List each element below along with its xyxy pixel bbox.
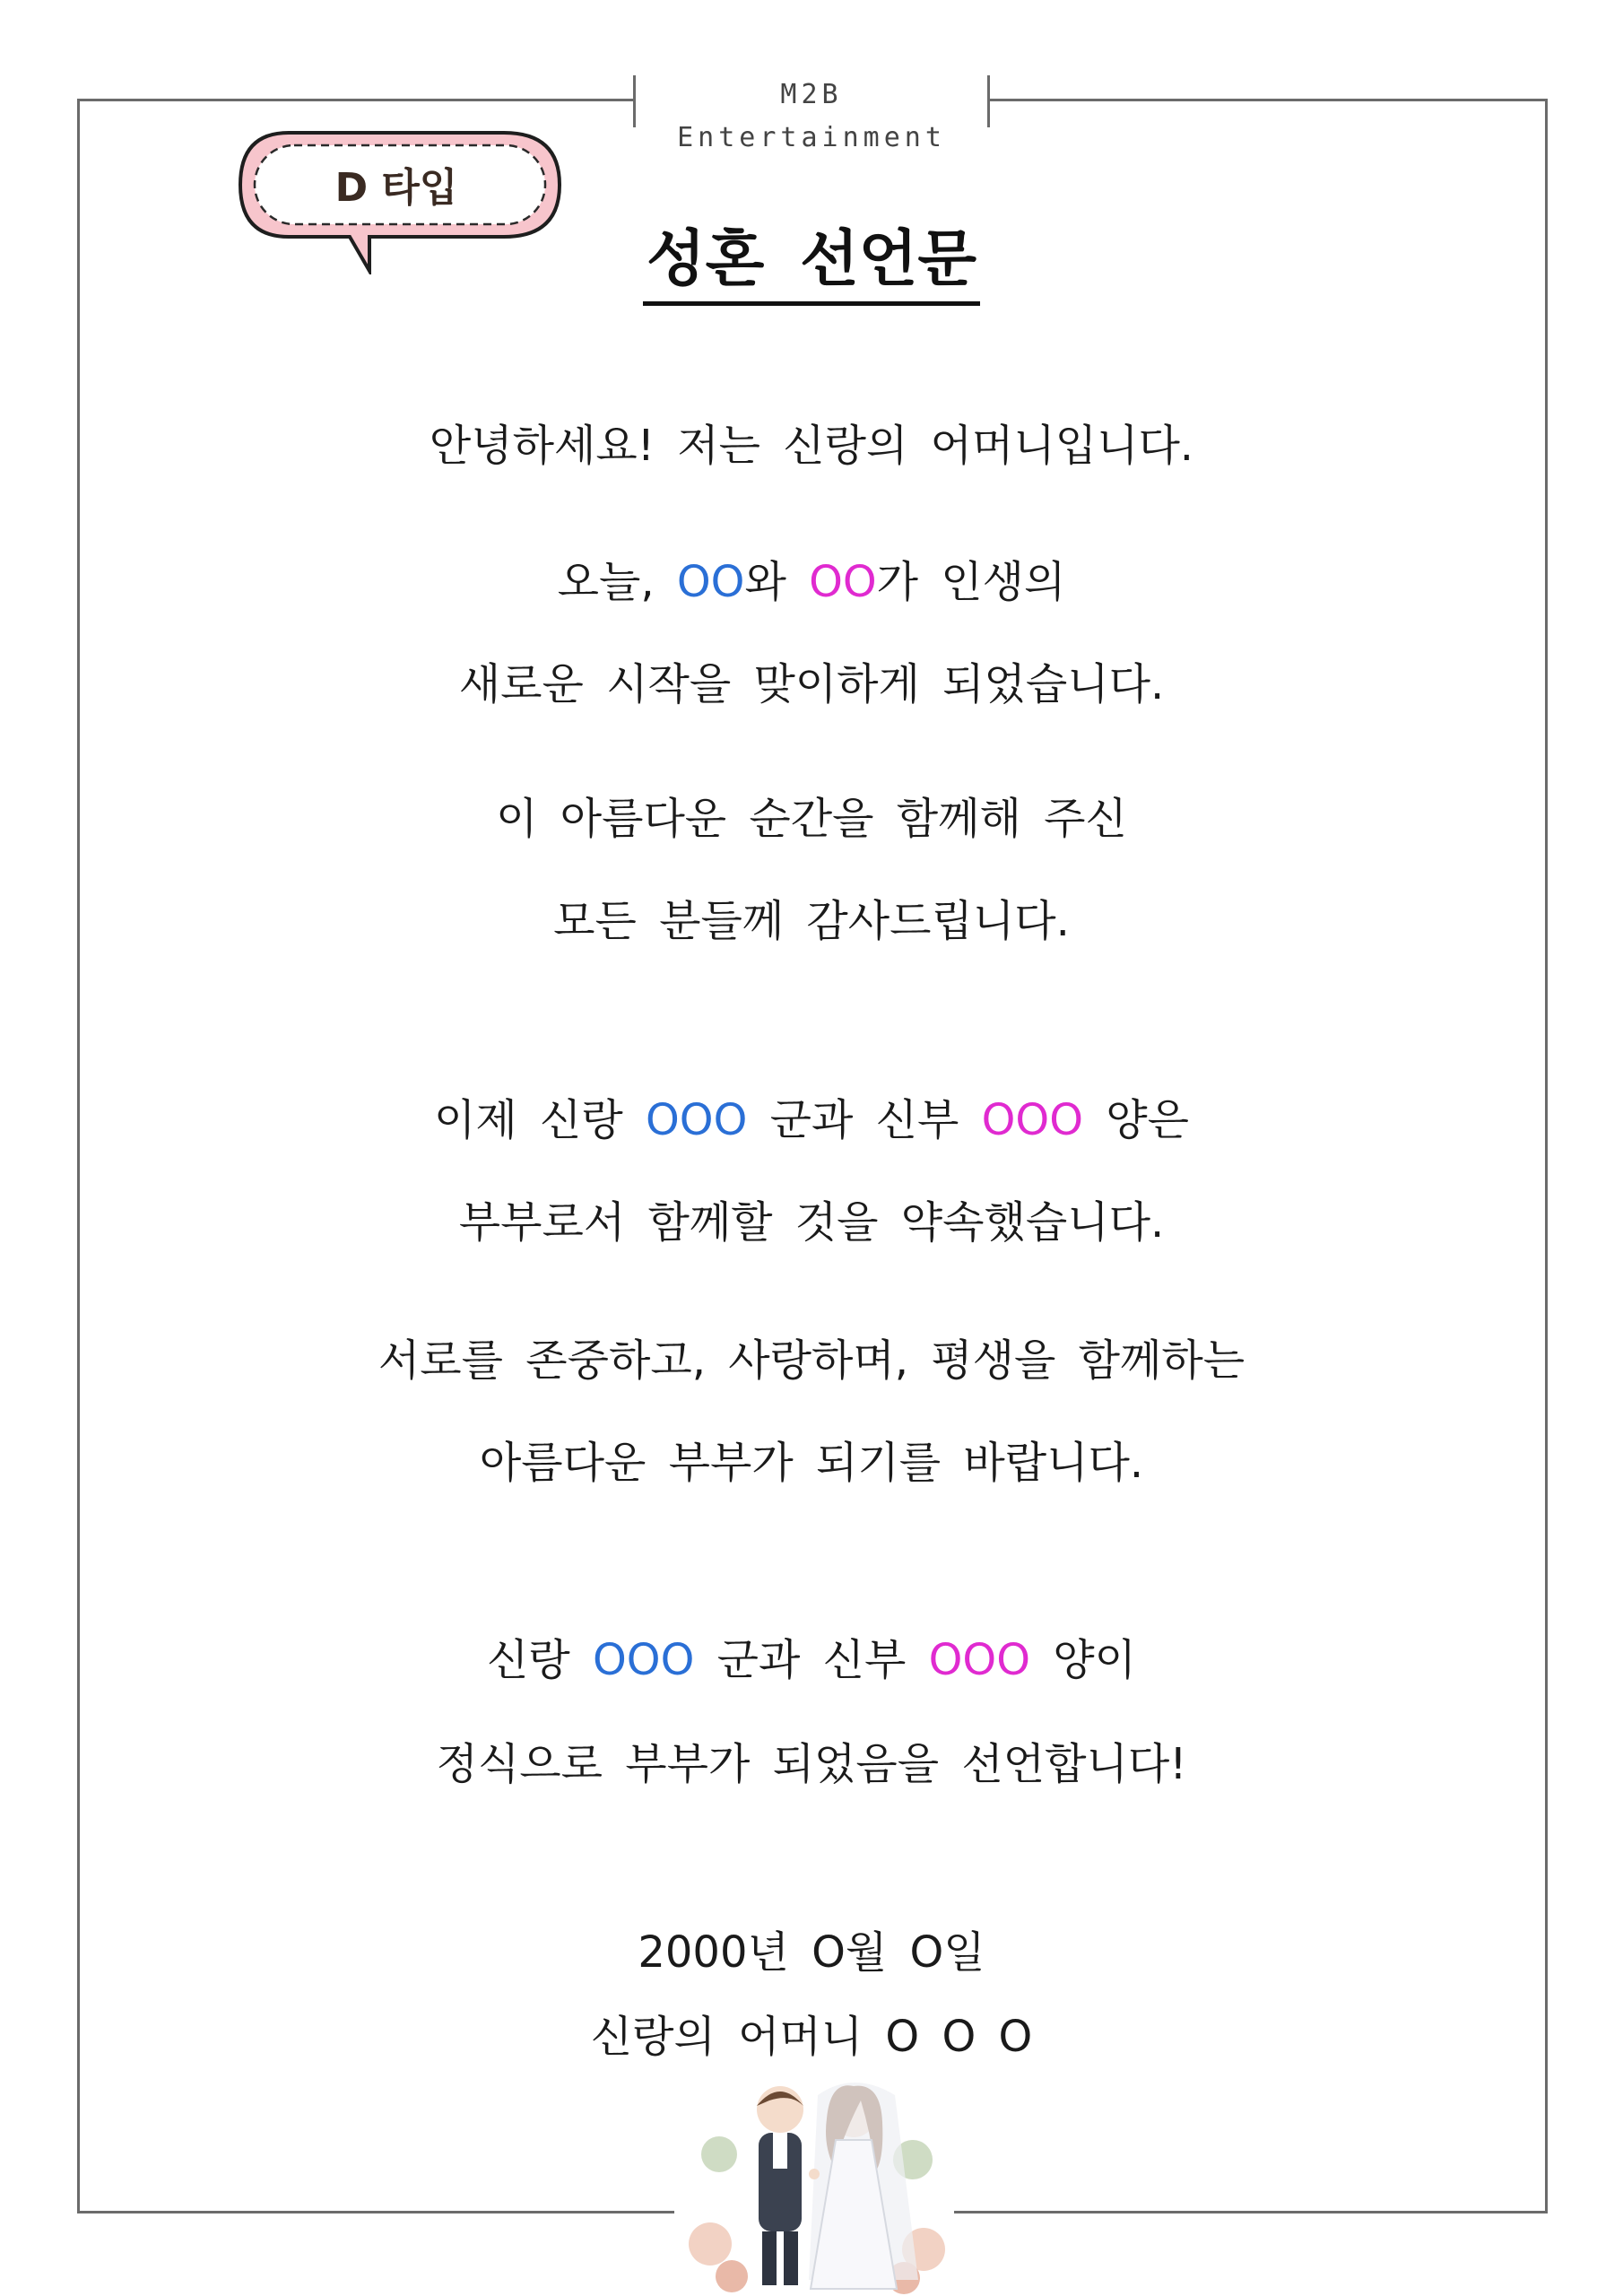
signature-line: 신랑의 어머니 O O O xyxy=(590,2012,1033,2062)
title-text: 성혼 선언문 xyxy=(643,222,980,306)
bride-placeholder: OOO xyxy=(981,1095,1083,1145)
paragraph-3-line-2: 부부로서 함께할 것을 약속했습니다. xyxy=(458,1197,1165,1248)
paragraph-2-line-2: 모든 분들께 감사드립니다. xyxy=(553,896,1070,946)
paragraph-5-line-1 xyxy=(0,1629,1623,1692)
paragraph-2-line-1: 이 아름다운 순간을 함께해 주신 xyxy=(496,794,1127,844)
wedding-couple-illustration xyxy=(683,2074,949,2296)
text-segment: 가 인생의 xyxy=(876,557,1066,607)
paragraph-4-line-2: 아름다운 부부가 되기를 바랍니다. xyxy=(479,1438,1144,1488)
paragraph-3-line-1 xyxy=(0,1089,1623,1152)
text-segment: 와 xyxy=(744,557,786,607)
text-segment: 양은 xyxy=(1106,1095,1189,1145)
paragraph-1-line-1 xyxy=(0,551,1623,613)
text-segment: 군과 신부 xyxy=(769,1095,959,1145)
bride-placeholder: OOO xyxy=(928,1635,1030,1685)
groom-placeholder: OO xyxy=(676,557,745,607)
brand-label: M2B Entertainment xyxy=(636,74,987,160)
brand-tab xyxy=(633,75,990,153)
groom-placeholder: OOO xyxy=(593,1635,695,1685)
paragraph-5-line-2: 정식으로 부부가 되었음을 선언합니다! xyxy=(436,1739,1187,1789)
groom-placeholder: OOO xyxy=(646,1095,748,1145)
badge-label: D 타입 xyxy=(334,165,458,211)
text-segment: 오늘, xyxy=(557,557,655,607)
paragraph-1-line-2: 새로운 시작을 맞이하게 되었습니다. xyxy=(458,659,1165,709)
paragraph-4-line-1: 서로를 존중하고, 사랑하며, 평생을 함께하는 xyxy=(378,1335,1245,1386)
date-line: 2000년 O월 O일 xyxy=(638,1927,985,1978)
greeting-line: 안녕하세요! 저는 신랑의 어머니입니다. xyxy=(429,421,1194,471)
text-segment: 이제 신랑 xyxy=(434,1095,623,1145)
text-segment: 신랑 xyxy=(487,1635,570,1685)
bride-placeholder: OO xyxy=(809,557,877,607)
page-title xyxy=(0,222,1623,306)
text-segment: 군과 신부 xyxy=(716,1635,907,1685)
text-segment: 양이 xyxy=(1053,1635,1136,1685)
